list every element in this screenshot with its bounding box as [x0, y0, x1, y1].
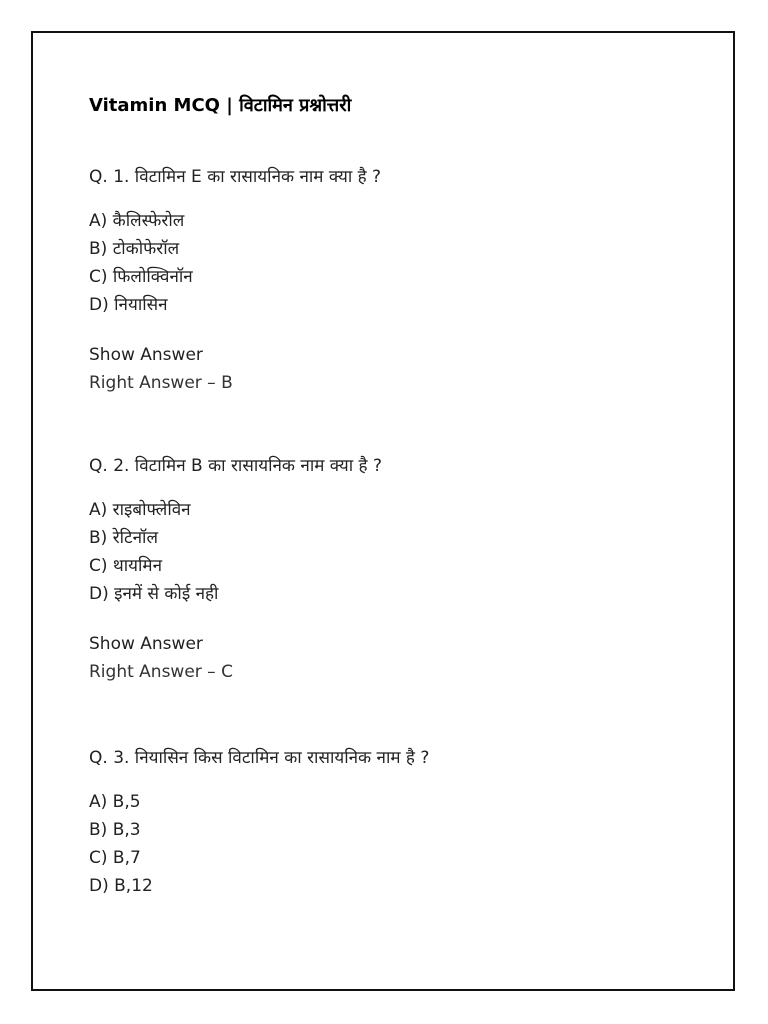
page-title: Vitamin MCQ | विटामिन प्रश्नोत्तरी — [89, 95, 352, 116]
question-2 — [89, 454, 719, 686]
show-answer-button[interactable]: Show Answer — [89, 345, 203, 365]
right-answer: Right Answer – C — [89, 662, 233, 682]
options-list — [89, 788, 719, 900]
question-1 — [89, 165, 719, 397]
show-answer-button[interactable]: Show Answer — [89, 634, 203, 654]
option-d: D) नियासिन — [89, 295, 168, 315]
option-a: A) कैलिस्फेरोल — [89, 211, 185, 231]
option-a: A) B,5 — [89, 792, 141, 812]
option-a: A) राइबोफ्लेविन — [89, 500, 191, 520]
right-answer: Right Answer – B — [89, 373, 233, 393]
option-c: C) B,7 — [89, 848, 141, 868]
question-3 — [89, 746, 719, 900]
option-d: D) B,12 — [89, 876, 153, 896]
question-text: Q. 1. विटामिन E का रासायनिक नाम क्या है ? — [89, 167, 382, 187]
option-c: C) फिलोक्विनॉन — [89, 267, 193, 287]
question-text: Q. 2. विटामिन B का रासायनिक नाम क्या है ? — [89, 456, 383, 476]
option-b: B) टोकोफेरॉल — [89, 239, 180, 259]
option-c: C) थायमिन — [89, 556, 163, 576]
options-list — [89, 496, 719, 608]
option-d: D) इनमें से कोई नही — [89, 584, 219, 604]
option-b: B) B,3 — [89, 820, 141, 840]
question-text: Q. 3. नियासिन किस विटामिन का रासायनिक नाम है ? — [89, 748, 430, 768]
option-b: B) रेटिनॉल — [89, 528, 158, 548]
options-list — [89, 207, 719, 319]
